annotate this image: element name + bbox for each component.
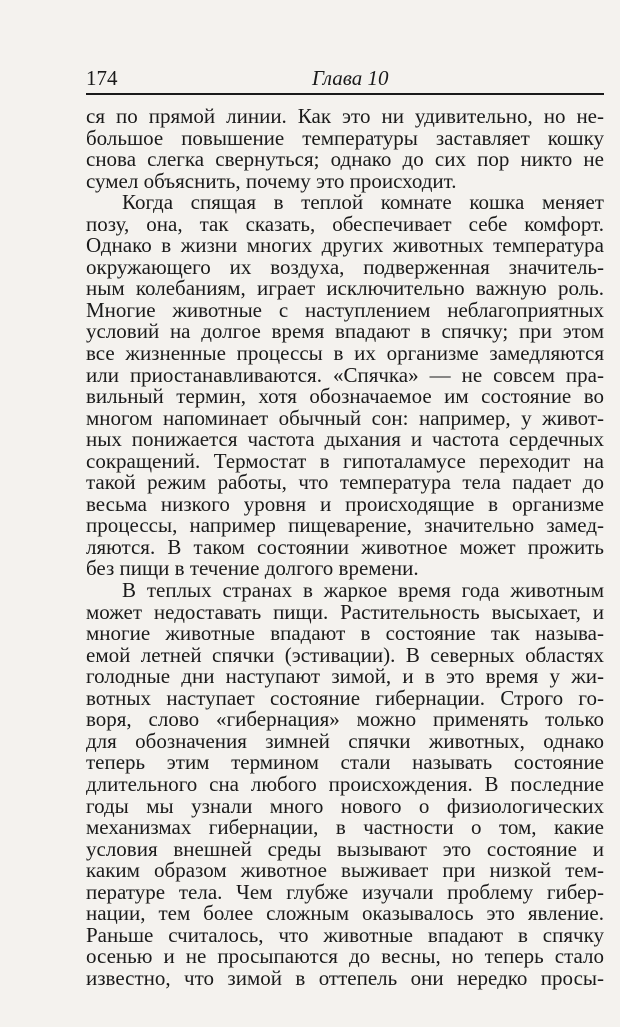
text-line: голодные дни наступают зимой, и в это время у жи- xyxy=(86,664,604,689)
text-line: годы мы узнали много нового о физиологических xyxy=(86,793,604,818)
text-line: многие животные впадают в состояние так называ- xyxy=(86,621,604,646)
text-line: условий на долгое время впадают в спячку; при этом xyxy=(86,319,604,344)
text-line: позу, она, так сказать, обеспечивает себе комфорт. xyxy=(86,211,604,236)
text-line: каким образом животное выживает при низкой тем- xyxy=(86,858,604,883)
text-line: снова слегка свернуться; однако до сих пор никто не xyxy=(86,147,604,172)
text-line: или приостанавливаются. «Спячка» — не совсем пра- xyxy=(86,362,604,387)
paragraph xyxy=(86,106,604,192)
paragraph xyxy=(86,580,604,989)
text-line: окружающего их воздуха, подверженная значитель- xyxy=(86,254,604,279)
text-line: известно, что зимой в оттепель они нередко просы- xyxy=(86,965,604,990)
text-line: длительного сна любого происхождения. В последние xyxy=(86,771,604,796)
text-line: Многие животные с наступлением неблагоприятных xyxy=(86,297,604,322)
text-line: пературе тела. Чем глубже изучали проблему гибер- xyxy=(86,879,604,904)
text-line: ным колебаниям, играет исключительно важную роль. xyxy=(86,276,604,301)
text-line: В теплых странах в жаркое время года животным xyxy=(122,578,604,603)
text-line: такой режим работы, что температура тела падает до xyxy=(86,470,604,495)
paragraph xyxy=(86,192,604,580)
text-line: сокращений. Термостат в гипоталамусе переходит на xyxy=(86,448,604,473)
text-line: условия внешней среды вызывают это состояние и xyxy=(86,836,604,861)
text-line: большое повышение температуры заставляет кошку xyxy=(86,125,604,150)
text-line: все жизненные процессы в их организме замедляются xyxy=(86,341,604,366)
book-page xyxy=(86,60,604,989)
text-line: воря, слово «гибернация» можно применять только xyxy=(86,707,604,732)
text-line: без пищи в течение долгого времени. xyxy=(86,556,419,581)
text-line: осенью и не просыпаются до весны, но теперь стало xyxy=(86,944,604,969)
text-line: емой летней спячки (эстивации). В северных областях xyxy=(86,642,604,667)
text-line: ляются. В таком состоянии животное может прожить xyxy=(86,534,604,559)
text-line: может недоставать пищи. Растительность высыхает, и xyxy=(86,599,604,624)
text-line: ных понижается частота дыхания и частота сердечных xyxy=(86,427,604,452)
text-line: весьма низкого уровня и происходящие в организме xyxy=(86,491,604,516)
running-head: Глава 10 xyxy=(312,66,389,90)
text-line: ся по прямой линии. Как это ни удивительно, но не- xyxy=(86,104,604,128)
text-line: теперь этим термином стали называть состояние xyxy=(86,750,604,775)
text-line: вильный термин, хотя обозначаемое им состояние во xyxy=(86,384,604,409)
page-number: 174 xyxy=(86,66,118,90)
text-line: Раньше считалось, что животные впадают в спячку xyxy=(86,922,604,947)
text-line: Однако в жизни многих других животных температура xyxy=(86,233,604,258)
body-text xyxy=(86,106,604,989)
text-line: для обозначения зимней спячки животных, однако xyxy=(86,728,604,753)
text-line: многом напоминает обычный сон: например, у живот- xyxy=(86,405,604,430)
page-header xyxy=(86,60,604,94)
text-line: вотных наступает состояние гибернации. Строго го- xyxy=(86,685,604,710)
text-line: процессы, например пищеварение, значительно замед- xyxy=(86,513,604,538)
text-line: Когда спящая в теплой комнате кошка меняет xyxy=(122,190,604,215)
text-line: нации, тем более сложным оказывалось это явление. xyxy=(86,901,604,926)
text-line: сумел объяснить, почему это происходит. xyxy=(86,168,457,193)
text-line: механизмах гибернации, в частности о том, какие xyxy=(86,815,604,840)
header-rule xyxy=(86,93,604,95)
